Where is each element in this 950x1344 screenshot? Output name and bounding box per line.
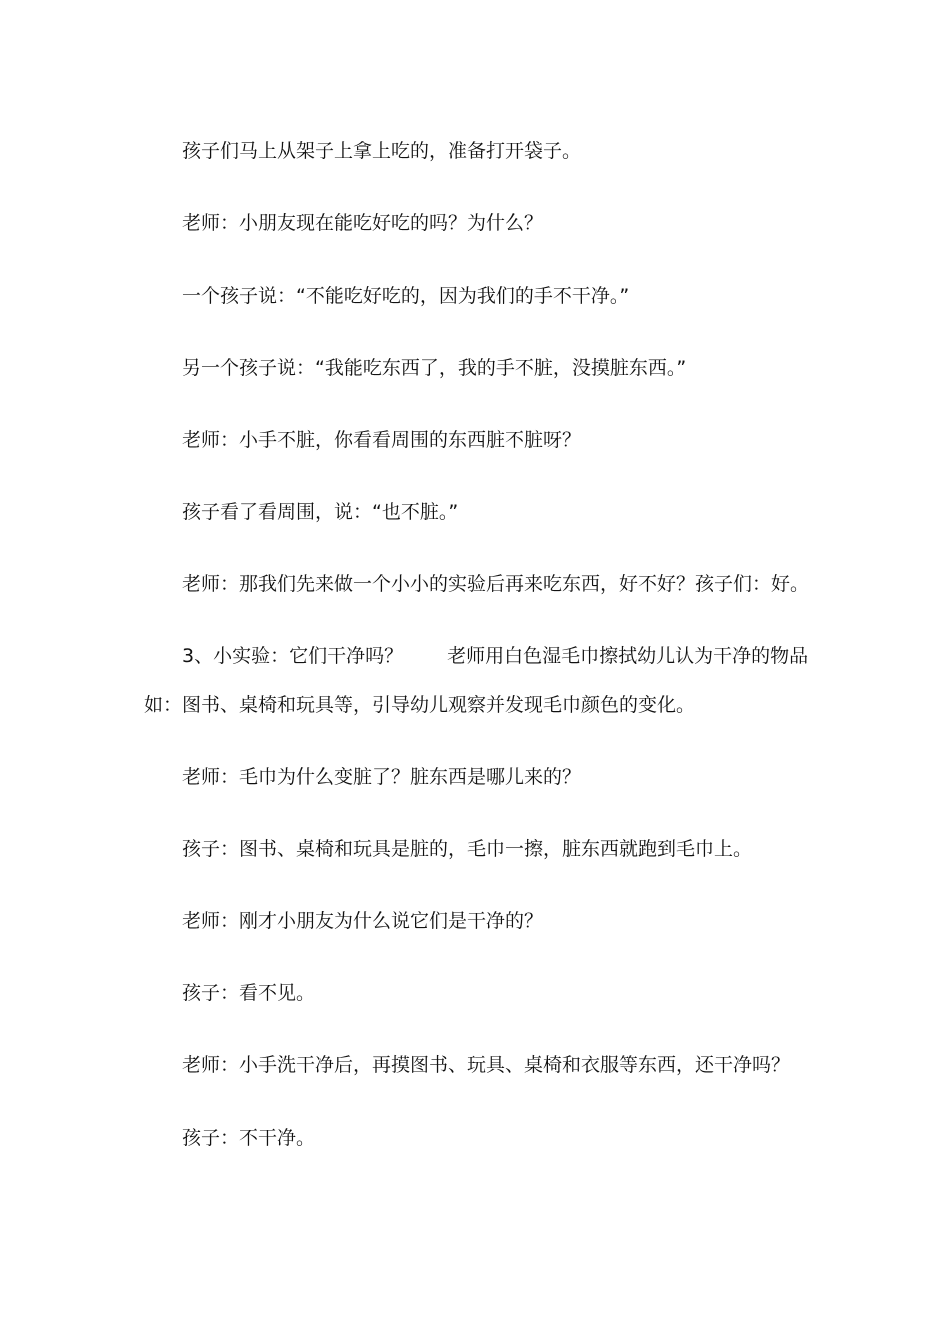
paragraph: 老师：那我们先来做一个小小的实验后再来吃东西，好不好？孩子们：好。 bbox=[182, 573, 810, 595]
paragraph: 孩子们马上从架子上拿上吃的，准备打开袋子。 bbox=[182, 140, 582, 162]
dialogue-line: 老师：刚才小朋友为什么说它们是干净的？ bbox=[182, 910, 544, 932]
paragraph: 老师：小朋友现在能吃好吃的吗？为什么？ bbox=[182, 212, 544, 234]
dialogue-line: 孩子：看不见。 bbox=[182, 982, 316, 1004]
experiment-text: 老师用白色湿毛巾擦拭幼儿认为干净的物品 bbox=[447, 645, 809, 667]
dialogue-line: 孩子：不干净。 bbox=[182, 1127, 316, 1149]
dialogue-line: 老师：小手洗干净后，再摸图书、玩具、桌椅和衣服等东西，还干净吗？ bbox=[182, 1054, 791, 1076]
paragraph: 老师：小手不脏，你看看周围的东西脏不脏呀？ bbox=[182, 429, 582, 451]
paragraph: 孩子看了看周围，说：“也不脏。” bbox=[182, 501, 459, 523]
paragraph: 另一个孩子说：“我能吃东西了，我的手不脏，没摸脏东西。” bbox=[182, 357, 687, 379]
experiment-continuation: 如：图书、桌椅和玩具等，引导幼儿观察并发现毛巾颜色的变化。 bbox=[144, 694, 696, 716]
experiment-heading: 3、小实验：它们干净吗？ bbox=[182, 645, 404, 667]
dialogue-line: 老师：毛巾为什么变脏了？脏东西是哪儿来的？ bbox=[182, 766, 582, 788]
experiment-paragraph bbox=[182, 643, 822, 669]
dialogue-line: 孩子：图书、桌椅和玩具是脏的，毛巾一擦，脏东西就跑到毛巾上。 bbox=[182, 838, 753, 860]
paragraph: 一个孩子说：“不能吃好吃的，因为我们的手不干净。” bbox=[182, 285, 630, 307]
